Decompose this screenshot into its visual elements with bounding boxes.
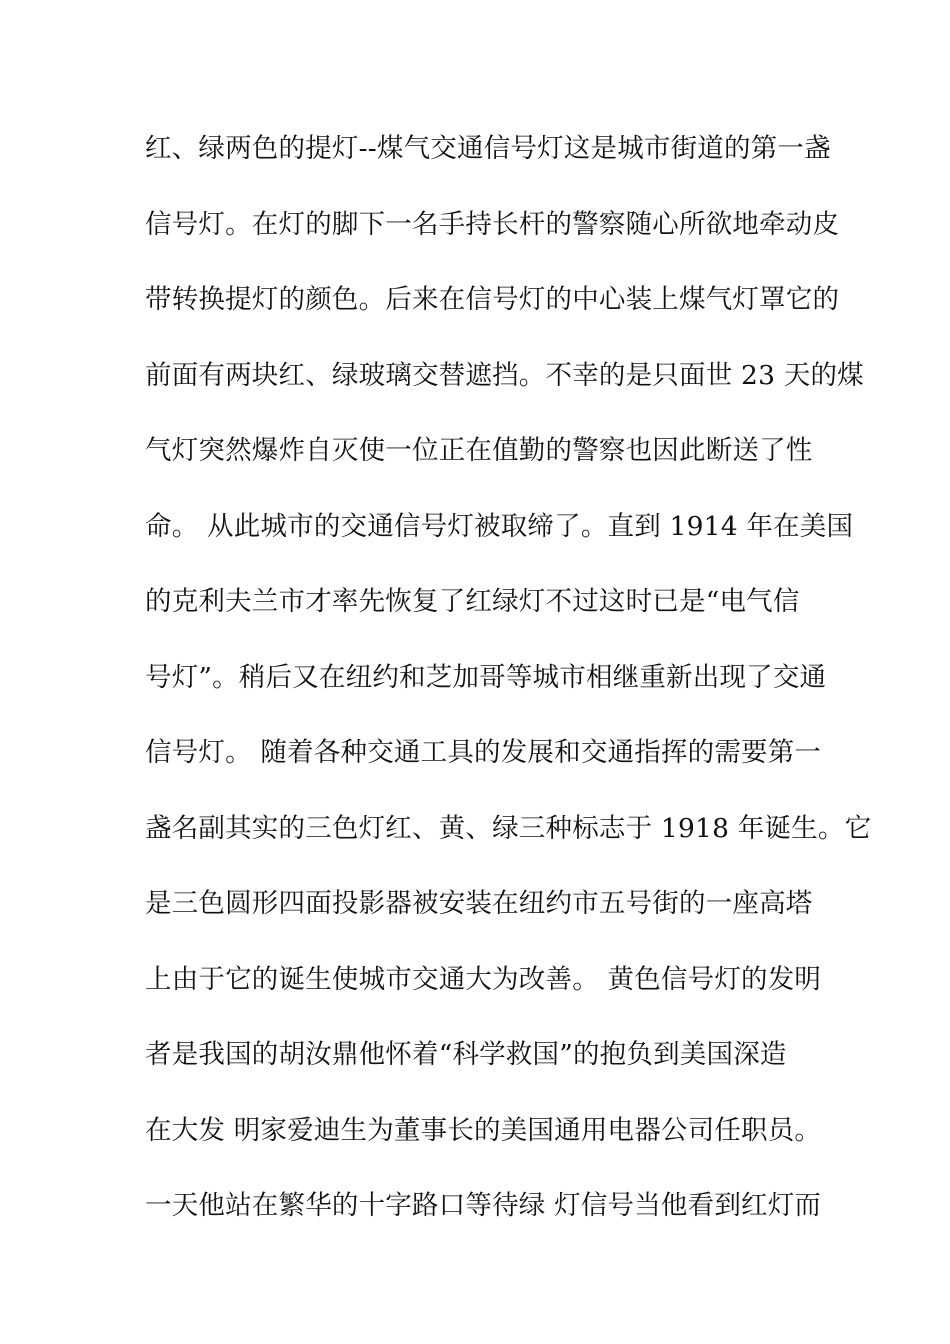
text-line: 红、绿两色的提灯--煤气交通信号灯这是城市街道的第一盏 xyxy=(145,133,831,164)
text-line: 号灯”。稍后又在纽约和芝加哥等城市相继重新出现了交通 xyxy=(145,661,827,693)
text-line: 者是我国的胡汝鼎他怀着“科学救国”的抱负到美国深造 xyxy=(145,1039,787,1070)
text-line: 带转换提灯的颜色。后来在信号灯的中心装上煤气灯罩它的 xyxy=(145,284,840,315)
text-line: 前面有两块红、绿玻璃交替遮挡。不幸的是只面世 23 天的煤 xyxy=(145,359,864,391)
text-line: 信号灯。在灯的脚下一名手持长杆的警察随心所欲地牵动皮 xyxy=(145,208,840,240)
text-line: 命。 从此城市的交通信号灯被取缔了。直到 1914 年在美国 xyxy=(145,510,854,542)
text-line: 是三色圆形四面投影器被安装在纽约市五号街的一座高塔 xyxy=(145,888,813,919)
text-line: 在大发 明家爱迪生为董事长的美国通用电器公司任职员。 xyxy=(145,1114,822,1146)
text-line: 气灯突然爆炸自灭使一位正在值勤的警察也因此断送了性 xyxy=(145,435,813,466)
text-line: 的克利夫兰市才率先恢复了红绿灯不过这时已是“电气信 xyxy=(145,586,800,617)
text-line: 盏名副其实的三色灯红、黄、绿三种标志于 1918 年诞生。它 xyxy=(145,812,872,844)
text-line: 一天他站在繁华的十字路口等待绿 灯信号当他看到红灯而 xyxy=(145,1190,822,1221)
text-line: 上由于它的诞生使城市交通大为改善。 黄色信号灯的发明 xyxy=(145,963,822,995)
text-line: 信号灯。 随着各种交通工具的发展和交通指挥的需要第一 xyxy=(145,737,822,768)
body-text xyxy=(145,127,872,1260)
